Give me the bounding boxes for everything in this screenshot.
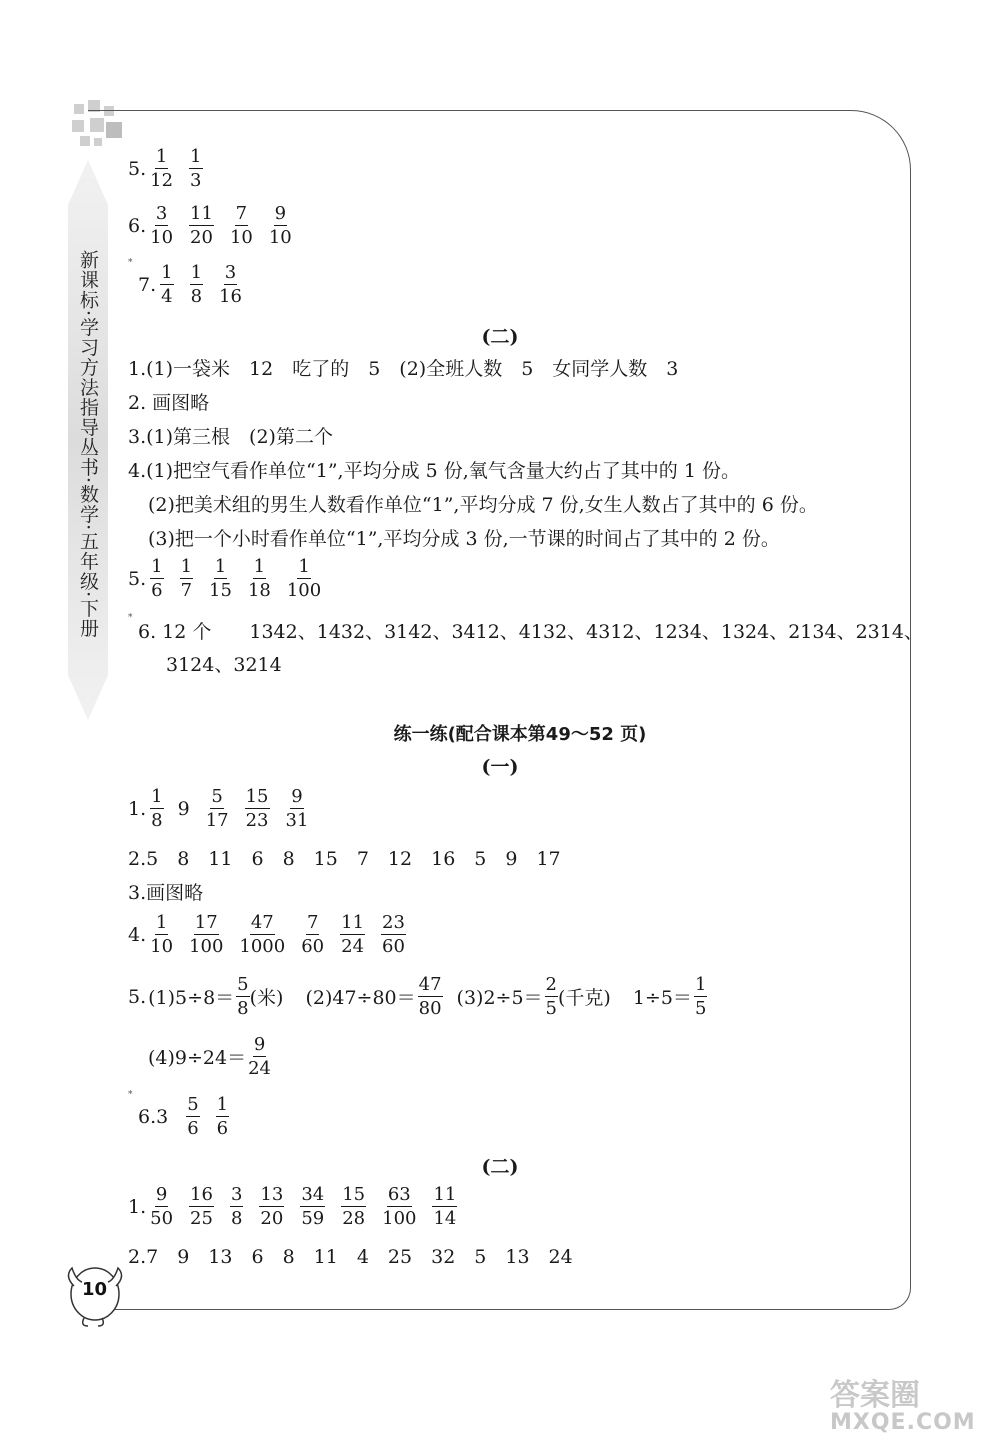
answer-6: 6. $\frac{3}{10}$ $\frac{11}{20}$ $\frac{7}{10}$ $\frac{9}{10}$ [128,203,292,248]
series-title: 新课标·学习方法指导丛书·数学·五年级·下册 [77,250,99,639]
fraction: $\frac{1}{12}$ [150,146,174,191]
fraction: $\frac{23}{60}$ [382,912,405,957]
practice-answer-3: 3.画图略 [128,882,204,904]
answer-4-part3: (3)把一个小时看作单位“1”,平均分成 3 份,一节课的时间占了其中的 2 份。 [148,528,780,550]
fraction: $\frac{1}{6}$ [151,556,163,601]
practice2-answer-2: 2.7 9 13 6 8 11 4 25 32 5 13 24 [128,1246,573,1268]
fraction: $\frac{9}{24}$ [248,1034,272,1079]
fraction: $\frac{16}{25}$ [190,1184,213,1229]
practice-answer-2: 2.5 8 11 6 8 15 7 12 16 5 9 17 [128,848,561,870]
fraction: $\frac{7}{10}$ [229,203,253,248]
practice-title: 练一练(配合课本第49～52 页) [393,724,647,745]
answer-5: 5. $\frac{1}{6}$ $\frac{1}{7}$ $\frac{1}{15}$ $\frac{1}{18}$ $\frac{1}{100}$ [128,556,322,601]
section-heading: (一) [481,756,519,778]
fraction: $\frac{1}{15}$ [209,556,232,601]
fraction: $\frac{13}{20}$ [260,1184,284,1229]
star-marker: * [128,1090,133,1100]
answer-2: 2. 画图略 [128,392,210,414]
answer-4-part1: 4.(1)把空气看作单位“1”,平均分成 5 份,氧气含量大约占了其中的 1 份。 [128,460,740,482]
fraction: $\frac{15}{23}$ [245,786,269,831]
watermark: 答案圈 MXQE.COM [830,1378,976,1435]
fraction: $\frac{3}{16}$ [219,262,242,307]
practice-answer-6: * 6.3 $\frac{5}{6}$ $\frac{1}{6}$ [128,1090,229,1139]
fraction: $\frac{3}{10}$ [150,203,174,248]
practice-answer-5-line2: (4)9÷24＝ $\frac{9}{24}$ [148,1034,272,1079]
fraction: $\frac{1}{4}$ [161,262,173,307]
fraction: $\frac{5}{17}$ [205,786,229,831]
fraction: $\frac{1}{10}$ [150,912,174,957]
answer-6-line2: 3124、3214 [166,654,282,676]
fraction: $\frac{1}{100}$ [286,556,322,601]
fraction: $\frac{11}{24}$ [341,912,365,957]
practice-answer-5-line1: 5. (1)5÷8＝ $\frac{5}{8}$ (米) (2)47÷80＝ $\frac{47}{80}$ (3)2÷5＝ $\frac{2}{5}$ (千克) 1÷5＝ $\frac{1}{5}$ [128,974,707,1019]
section-heading: (二) [481,1156,519,1178]
star-marker: * [128,258,133,268]
fraction: $\frac{1}{5}$ [694,974,707,1019]
fraction: $\frac{9}{50}$ [150,1184,174,1229]
answer-7: * 7. $\frac{1}{4}$ $\frac{1}{8}$ $\frac{3}{16}$ [128,258,242,307]
fraction: $\frac{9}{31}$ [285,786,309,831]
answer-4-part2: (2)把美术组的男生人数看作单位“1”,平均分成 7 份,女生人数占了其中的 6 份。 [148,494,818,516]
fraction: $\frac{9}{10}$ [268,203,292,248]
fraction: $\frac{1}{7}$ [180,556,193,601]
fraction: $\frac{47}{1000}$ [239,912,286,957]
fraction: $\frac{1}{6}$ [216,1094,229,1139]
fraction: $\frac{17}{100}$ [189,912,224,957]
star-marker: * [128,613,133,623]
fraction: $\frac{2}{5}$ [545,974,557,1019]
fraction: $\frac{15}{28}$ [342,1184,366,1229]
answer-3: 3.(1)第三根 (2)第二个 [128,426,333,448]
fraction: $\frac{11}{20}$ [190,203,213,248]
fraction: $\frac{1}{18}$ [247,556,271,601]
fraction: $\frac{1}{3}$ [190,146,202,191]
practice2-answer-1: 1. $\frac{9}{50}$ $\frac{16}{25}$ $\frac{3}{8}$ $\frac{13}{20}$ $\frac{34}{59}$ $\frac{15}{28}$ $\frac{63}{100}$ $\frac{11}{14}$ [128,1184,457,1229]
page-number: 10 [82,1279,108,1300]
answer-5: 5. $\frac{1}{12}$ $\frac{1}{3}$ [128,146,202,191]
fraction: $\frac{1}{8}$ [151,786,163,831]
practice-answer-4: 4. $\frac{1}{10}$ $\frac{17}{100}$ $\frac{47}{1000}$ $\frac{7}{60}$ $\frac{11}{24}$ $\frac{23}{60}$ [128,912,405,957]
fraction: $\frac{5}{8}$ [237,974,249,1019]
answer-6-line1: * 6. 12 个 1342、1432、3142、3412、4132、4312、1234、1324、2134、2314、 [128,613,923,643]
fraction: $\frac{1}{8}$ [190,262,203,307]
fraction: $\frac{47}{80}$ [418,974,442,1019]
answer-1: 1.(1)一袋米 12 吃了的 5 (2)全班人数 5 女同学人数 3 [128,358,679,380]
fraction: $\frac{5}{6}$ [187,1094,199,1139]
fraction: $\frac{11}{14}$ [433,1184,457,1229]
practice-answer-1: 1. $\frac{1}{8}$ 9 $\frac{5}{17}$ $\frac{15}{23}$ $\frac{9}{31}$ [128,786,309,831]
fraction: $\frac{63}{100}$ [382,1184,417,1229]
fraction: $\frac{3}{8}$ [230,1184,243,1229]
fraction: $\frac{34}{59}$ [301,1184,325,1229]
fraction: $\frac{7}{60}$ [301,912,325,957]
section-heading: (二) [481,326,519,348]
